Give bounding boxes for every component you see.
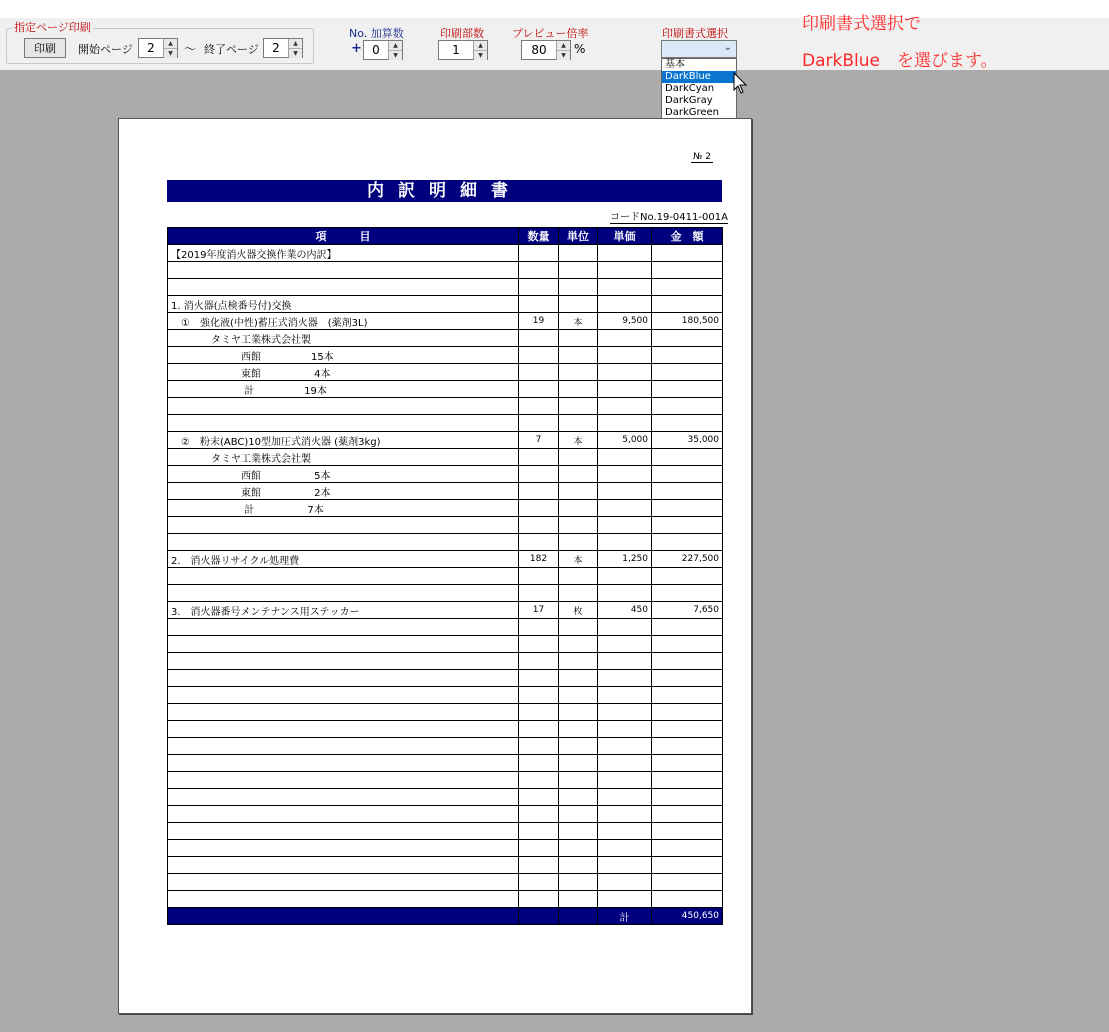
cell-item: 西館 5本 — [168, 466, 519, 483]
cell-qty: 17 — [519, 602, 559, 619]
print-button[interactable]: 印刷 — [24, 38, 66, 58]
cell-qty — [519, 789, 559, 806]
format-label: 印刷書式選択 — [662, 27, 728, 40]
cell-qty — [519, 500, 559, 517]
document-code: コードNo.19-0411-001A — [610, 208, 728, 224]
cell-qty — [519, 704, 559, 721]
spinner-arrows[interactable] — [288, 39, 302, 57]
cell-price — [598, 517, 652, 534]
cell-item — [168, 415, 519, 432]
cell-unit — [559, 772, 598, 789]
table-row — [168, 364, 723, 381]
cell-amount — [652, 568, 723, 585]
table-row — [168, 551, 723, 568]
cell-price — [598, 670, 652, 687]
cell-amount — [652, 279, 723, 296]
copies-spinner[interactable] — [438, 40, 488, 60]
table-row — [168, 772, 723, 789]
table-row — [168, 619, 723, 636]
format-option-darkcyan[interactable]: DarkCyan — [665, 83, 715, 94]
total-empty — [168, 908, 519, 925]
table-row — [168, 806, 723, 823]
header-amount: 金 額 — [652, 228, 723, 245]
cell-amount — [652, 891, 723, 908]
cell-qty — [519, 806, 559, 823]
table-body — [168, 245, 723, 908]
cell-qty — [519, 772, 559, 789]
cell-amount — [652, 857, 723, 874]
cell-unit — [559, 449, 598, 466]
cell-price: 5,000 — [598, 432, 652, 449]
cell-amount — [652, 704, 723, 721]
cell-qty — [519, 245, 559, 262]
annotation-line-2: DarkBlue を選びます。 — [802, 51, 998, 71]
table-row — [168, 636, 723, 653]
cell-price — [598, 483, 652, 500]
cell-amount — [652, 721, 723, 738]
cell-item: 計 7本 — [168, 500, 519, 517]
table-row — [168, 483, 723, 500]
cell-item — [168, 823, 519, 840]
cell-item: タミヤ工業株式会社製 — [168, 330, 519, 347]
cell-unit — [559, 721, 598, 738]
percent-sign: % — [574, 42, 586, 56]
cell-qty — [519, 636, 559, 653]
cell-amount — [652, 517, 723, 534]
spin-down-icon[interactable]: ▼ — [474, 50, 487, 60]
spinner-arrows[interactable] — [388, 41, 402, 59]
cell-price — [598, 857, 652, 874]
table-row — [168, 568, 723, 585]
cell-price — [598, 721, 652, 738]
end-page-label: 終了ページ — [204, 43, 259, 56]
cell-unit — [559, 687, 598, 704]
table-row — [168, 262, 723, 279]
cell-price — [598, 704, 652, 721]
cell-price — [598, 364, 652, 381]
table-row — [168, 245, 723, 262]
end-page-value[interactable]: 2 — [272, 41, 280, 55]
cell-unit — [559, 534, 598, 551]
cell-item — [168, 517, 519, 534]
cell-amount: 180,500 — [652, 313, 723, 330]
cell-price — [598, 806, 652, 823]
cell-unit — [559, 245, 598, 262]
cell-price — [598, 262, 652, 279]
spinner-arrows[interactable] — [556, 41, 570, 59]
spin-up-icon[interactable]: ▲ — [389, 41, 402, 50]
cell-item — [168, 687, 519, 704]
cell-unit — [559, 415, 598, 432]
cell-amount — [652, 534, 723, 551]
chevron-down-icon[interactable]: ⌄ — [723, 42, 732, 53]
format-option-darkgray[interactable]: DarkGray — [665, 95, 713, 106]
cell-item: 1. 消火器(点検番号付)交換 — [168, 296, 519, 313]
cell-amount — [652, 347, 723, 364]
cell-amount — [652, 874, 723, 891]
cell-amount — [652, 500, 723, 517]
cell-qty — [519, 891, 559, 908]
cell-price — [598, 381, 652, 398]
table-row — [168, 874, 723, 891]
mouse-pointer-icon — [733, 72, 749, 96]
cell-qty — [519, 653, 559, 670]
cell-price — [598, 330, 652, 347]
start-page-value[interactable]: 2 — [147, 41, 155, 55]
table-row — [168, 517, 723, 534]
no-add-spinner[interactable] — [363, 40, 403, 60]
cell-price: 450 — [598, 602, 652, 619]
format-option-darkgreen[interactable]: DarkGreen — [665, 107, 720, 118]
cell-amount — [652, 619, 723, 636]
table-row — [168, 721, 723, 738]
cell-price — [598, 823, 652, 840]
cell-amount — [652, 823, 723, 840]
spin-up-icon[interactable]: ▲ — [164, 39, 177, 48]
cell-unit — [559, 653, 598, 670]
cell-price — [598, 534, 652, 551]
cell-amount — [652, 789, 723, 806]
cell-price — [598, 296, 652, 313]
cell-amount — [652, 398, 723, 415]
cell-amount — [652, 653, 723, 670]
cell-unit — [559, 466, 598, 483]
table-row — [168, 738, 723, 755]
spin-down-icon[interactable]: ▼ — [164, 48, 177, 58]
cell-price — [598, 279, 652, 296]
cell-unit: 本 — [559, 432, 598, 449]
cell-price — [598, 772, 652, 789]
cell-price — [598, 874, 652, 891]
cell-item — [168, 772, 519, 789]
header-price: 単価 — [598, 228, 652, 245]
table-row — [168, 704, 723, 721]
cell-price: 1,250 — [598, 551, 652, 568]
cell-price — [598, 585, 652, 602]
no-add-value[interactable]: 0 — [372, 43, 380, 57]
cell-qty — [519, 364, 559, 381]
cell-amount — [652, 415, 723, 432]
cell-unit — [559, 364, 598, 381]
table-row — [168, 534, 723, 551]
table-row — [168, 313, 723, 330]
table-row — [168, 687, 723, 704]
cell-unit — [559, 381, 598, 398]
header-item: 項 目 — [168, 228, 519, 245]
cell-qty — [519, 330, 559, 347]
cell-price — [598, 840, 652, 857]
cell-unit — [559, 874, 598, 891]
toolbar-top-strip — [0, 0, 1109, 18]
cell-price — [598, 653, 652, 670]
cell-item: 東館 4本 — [168, 364, 519, 381]
cell-price — [598, 500, 652, 517]
cell-amount — [652, 840, 723, 857]
cell-unit — [559, 857, 598, 874]
table-header-row — [168, 228, 723, 245]
cell-item: ② 粉末(ABC)10型加圧式消火器 (薬剤3kg) — [168, 432, 519, 449]
table-row — [168, 466, 723, 483]
spin-up-icon[interactable]: ▲ — [557, 41, 570, 50]
cell-item — [168, 398, 519, 415]
cell-item — [168, 279, 519, 296]
header-unit: 単位 — [559, 228, 598, 245]
spinner-arrows[interactable] — [473, 41, 487, 59]
cell-item: 東館 2本 — [168, 483, 519, 500]
header-qty: 数量 — [519, 228, 559, 245]
start-page-spinner[interactable] — [138, 38, 178, 58]
cell-amount — [652, 466, 723, 483]
document-title: 内訳明細書 — [167, 180, 722, 202]
cell-unit — [559, 347, 598, 364]
table-row — [168, 449, 723, 466]
cell-unit — [559, 823, 598, 840]
cell-amount — [652, 330, 723, 347]
cell-item — [168, 653, 519, 670]
cell-qty — [519, 585, 559, 602]
cell-unit — [559, 330, 598, 347]
cell-qty — [519, 721, 559, 738]
table-row — [168, 585, 723, 602]
cell-unit — [559, 806, 598, 823]
start-page-label: 開始ページ — [78, 43, 133, 56]
end-page-spinner[interactable] — [263, 38, 303, 58]
cell-unit — [559, 483, 598, 500]
cell-item — [168, 891, 519, 908]
cell-qty — [519, 262, 559, 279]
cell-price — [598, 415, 652, 432]
cell-price — [598, 398, 652, 415]
table-row — [168, 653, 723, 670]
cell-amount — [652, 585, 723, 602]
cell-price: 9,500 — [598, 313, 652, 330]
no-add-label: No. 加算数 — [349, 27, 404, 40]
total-row — [168, 908, 723, 925]
cell-qty — [519, 738, 559, 755]
cell-item: 西館 15本 — [168, 347, 519, 364]
cell-item — [168, 585, 519, 602]
cell-qty — [519, 279, 559, 296]
format-option-basic[interactable]: 基本 — [665, 59, 685, 70]
cell-amount: 7,650 — [652, 602, 723, 619]
cell-item — [168, 874, 519, 891]
cell-qty: 7 — [519, 432, 559, 449]
cell-qty — [519, 670, 559, 687]
page-number: № 2 — [693, 152, 711, 162]
cell-unit — [559, 517, 598, 534]
cell-amount: 35,000 — [652, 432, 723, 449]
cell-qty — [519, 296, 559, 313]
cell-amount — [652, 738, 723, 755]
spin-up-icon[interactable]: ▲ — [289, 39, 302, 48]
cell-qty — [519, 840, 559, 857]
spin-up-icon[interactable]: ▲ — [474, 41, 487, 50]
cell-item: 計 19本 — [168, 381, 519, 398]
cell-item — [168, 619, 519, 636]
cell-unit — [559, 398, 598, 415]
cell-price — [598, 789, 652, 806]
table-row — [168, 789, 723, 806]
total-value: 450,650 — [652, 908, 723, 925]
cell-unit — [559, 585, 598, 602]
cell-qty — [519, 415, 559, 432]
cell-qty — [519, 381, 559, 398]
cell-price — [598, 687, 652, 704]
cell-item — [168, 755, 519, 772]
cell-unit — [559, 670, 598, 687]
copies-value[interactable]: 1 — [452, 43, 460, 57]
cell-item — [168, 721, 519, 738]
cell-price — [598, 466, 652, 483]
cell-amount: 227,500 — [652, 551, 723, 568]
cell-price — [598, 891, 652, 908]
cell-qty — [519, 517, 559, 534]
cell-unit — [559, 891, 598, 908]
spin-down-icon[interactable]: ▼ — [557, 50, 570, 60]
table-row — [168, 415, 723, 432]
table-row — [168, 670, 723, 687]
preview-spinner[interactable] — [521, 40, 571, 60]
cell-price — [598, 449, 652, 466]
preview-value[interactable]: 80 — [531, 43, 547, 57]
detail-table — [167, 227, 723, 925]
cell-qty — [519, 823, 559, 840]
table-row — [168, 500, 723, 517]
cell-item: 【2019年度消火器交換作業の内訳】 — [168, 245, 519, 262]
cell-amount — [652, 449, 723, 466]
cell-qty — [519, 347, 559, 364]
cell-amount — [652, 687, 723, 704]
table-row — [168, 381, 723, 398]
cell-amount — [652, 483, 723, 500]
cell-unit: 枚 — [559, 602, 598, 619]
cell-item — [168, 789, 519, 806]
cell-qty — [519, 874, 559, 891]
format-option-darkblue[interactable]: DarkBlue — [662, 71, 736, 83]
spin-down-icon[interactable]: ▼ — [289, 48, 302, 58]
annotation-line-1: 印刷書式選択で — [802, 14, 921, 34]
range-tilde: ～ — [184, 42, 197, 56]
table-row — [168, 296, 723, 313]
cell-price — [598, 347, 652, 364]
cell-qty — [519, 857, 559, 874]
table-row — [168, 330, 723, 347]
cell-qty — [519, 449, 559, 466]
table-row — [168, 398, 723, 415]
table-row — [168, 857, 723, 874]
cell-price — [598, 245, 652, 262]
cell-item: 2. 消火器リサイクル処理費 — [168, 551, 519, 568]
cell-price — [598, 755, 652, 772]
cell-qty — [519, 619, 559, 636]
cell-qty — [519, 534, 559, 551]
total-empty — [519, 908, 559, 925]
table-row — [168, 347, 723, 364]
table-row — [168, 432, 723, 449]
cell-item — [168, 738, 519, 755]
cell-unit: 本 — [559, 551, 598, 568]
cell-amount — [652, 755, 723, 772]
cell-item — [168, 670, 519, 687]
table-row — [168, 823, 723, 840]
table-row — [168, 840, 723, 857]
cell-item: タミヤ工業株式会社製 — [168, 449, 519, 466]
cell-unit — [559, 500, 598, 517]
cell-qty — [519, 568, 559, 585]
cell-item — [168, 857, 519, 874]
format-select[interactable] — [661, 40, 737, 58]
cell-qty: 182 — [519, 551, 559, 568]
cell-price — [598, 636, 652, 653]
cell-amount — [652, 772, 723, 789]
cell-unit — [559, 840, 598, 857]
preview-label: プレビュー倍率 — [512, 27, 589, 40]
cell-item — [168, 704, 519, 721]
cell-amount — [652, 245, 723, 262]
spin-down-icon[interactable]: ▼ — [389, 50, 402, 60]
total-label: 計 — [598, 908, 652, 925]
cell-item: 3. 消火器番号メンテナンス用ステッカー — [168, 602, 519, 619]
cell-item — [168, 568, 519, 585]
cell-item — [168, 534, 519, 551]
cell-item — [168, 840, 519, 857]
cell-price — [598, 738, 652, 755]
cell-item — [168, 262, 519, 279]
cell-qty — [519, 687, 559, 704]
cell-unit — [559, 755, 598, 772]
cell-unit: 本 — [559, 313, 598, 330]
cell-amount — [652, 364, 723, 381]
cell-unit — [559, 704, 598, 721]
plus-sign: + — [351, 41, 362, 56]
cell-amount — [652, 636, 723, 653]
cell-unit — [559, 568, 598, 585]
cell-unit — [559, 619, 598, 636]
cell-unit — [559, 279, 598, 296]
cell-unit — [559, 636, 598, 653]
print-group-title: 指定ページ印刷 — [14, 21, 91, 34]
cell-price — [598, 568, 652, 585]
cell-qty — [519, 398, 559, 415]
cell-qty — [519, 483, 559, 500]
cell-amount — [652, 806, 723, 823]
table-row — [168, 891, 723, 908]
cell-item — [168, 806, 519, 823]
cell-unit — [559, 296, 598, 313]
spinner-arrows[interactable] — [163, 39, 177, 57]
cell-price — [598, 619, 652, 636]
cell-amount — [652, 262, 723, 279]
table-row — [168, 755, 723, 772]
cell-qty — [519, 466, 559, 483]
cell-amount — [652, 296, 723, 313]
table-row — [168, 279, 723, 296]
table-row — [168, 602, 723, 619]
cell-unit — [559, 262, 598, 279]
cell-qty — [519, 755, 559, 772]
cell-amount — [652, 670, 723, 687]
cell-qty: 19 — [519, 313, 559, 330]
cell-unit — [559, 738, 598, 755]
cell-unit — [559, 789, 598, 806]
cell-item: ① 強化液(中性)蓄圧式消火器 (薬剤3L) — [168, 313, 519, 330]
cell-item — [168, 636, 519, 653]
cell-amount — [652, 381, 723, 398]
total-empty — [559, 908, 598, 925]
copies-label: 印刷部数 — [440, 27, 484, 40]
